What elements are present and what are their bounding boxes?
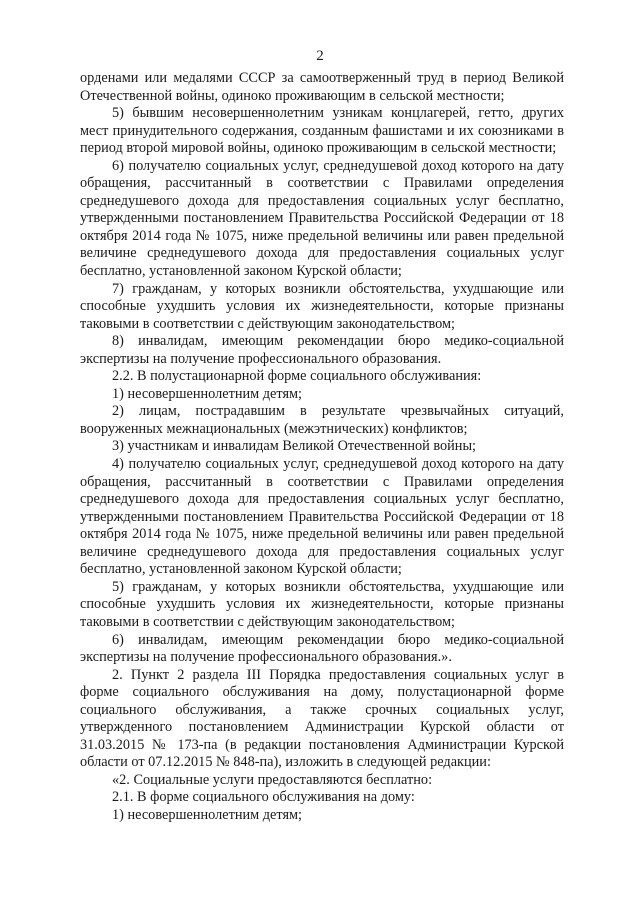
paragraph: 6) получателю социальных услуг, среднедушевой доход которого на дату обращения, рассчитанный в соответствии с Правилами определения среднедушевого дохода для предоставления социальных услуг бесплатно, утвержденными постановлением Правительства Российской Федерации от 18 октября 2014 года № 1075, ниже предельной величины или равен предельной величине среднедушевого дохода для предоставления социальных услуг бесплатно, установленной законом Курской области; xyxy=(80,157,564,280)
paragraph: 5) бывшим несовершеннолетним узникам концлагерей, гетто, других мест принудительного содержания, созданным фашистами и их союзниками в период второй мировой войны, одиноко проживающим в сельской местности; xyxy=(80,105,564,157)
paragraph: 5) гражданам, у которых возникли обстоятельства, ухудшающие или способные ухудшить условия их жизнедеятельности, которые признаны таковыми в соответствии с действующим законодательством; xyxy=(80,578,564,630)
paragraph: 3) участникам и инвалидам Великой Отечественной войны; xyxy=(112,438,477,455)
paragraph: 7) гражданам, у которых возникли обстоятельства, ухудшающие или способные ухудшить условия их жизнедеятельности, которые признаны таковыми в соответствии с действующим законодательством; xyxy=(80,280,564,332)
section-heading: 2.2. В полустационарной форме социального обслуживания: xyxy=(112,368,482,385)
paragraph: орденами или медалями СССР за самоотверженный труд в период Великой Отечественной войны, одиноко проживающим в сельской местности; xyxy=(80,70,564,104)
page-number: 2 xyxy=(316,48,324,64)
paragraph: 8) инвалидам, имеющим рекомендации бюро медико-социальной экспертизы на получение профессионального образования. xyxy=(80,333,564,367)
paragraph: 4) получателю социальных услуг, среднедушевой доход которого на дату обращения, рассчитанный в соответствии с Правилами определения среднедушевого дохода для предоставления социальных услуг бесплатно, утвержденными постановлением Правительства Российской Федерации от 18 октября 2014 года № 1075, ниже предельной величины или равен предельной величине среднедушевого дохода для предоставления социальных услуг бесплатно, установленной законом Курской области; xyxy=(80,456,564,578)
paragraph: 2. Пункт 2 раздела III Порядка предоставления социальных услуг в форме социального обслуживания на дому, полустационарной форме социального обслуживания, а также срочных социальных услуг, утвержденного постановлением Администрации Курской области от 31.03.2015 № 173-па (в редакции постановления Администрации Курской области от 07.12.2015 № 848-па), изложить в следующей редакции: xyxy=(80,666,564,771)
paragraph: «2. Социальные услуги предоставляются бесплатно: xyxy=(112,771,433,788)
section-heading: 2.1. В форме социального обслуживания на дому: xyxy=(112,789,415,806)
paragraph: 1) несовершеннолетним детям; xyxy=(112,806,303,823)
document-body xyxy=(80,70,564,825)
paragraph: 2) лицам, пострадавшим в результате чрезвычайных ситуаций, вооруженных межнациональных (межэтнических) конфликтов; xyxy=(80,403,564,437)
paragraph: 1) несовершеннолетним детям; xyxy=(112,385,303,402)
paragraph: 6) инвалидам, имеющим рекомендации бюро медико-социальной экспертизы на получение профессионального образования.». xyxy=(80,631,564,666)
